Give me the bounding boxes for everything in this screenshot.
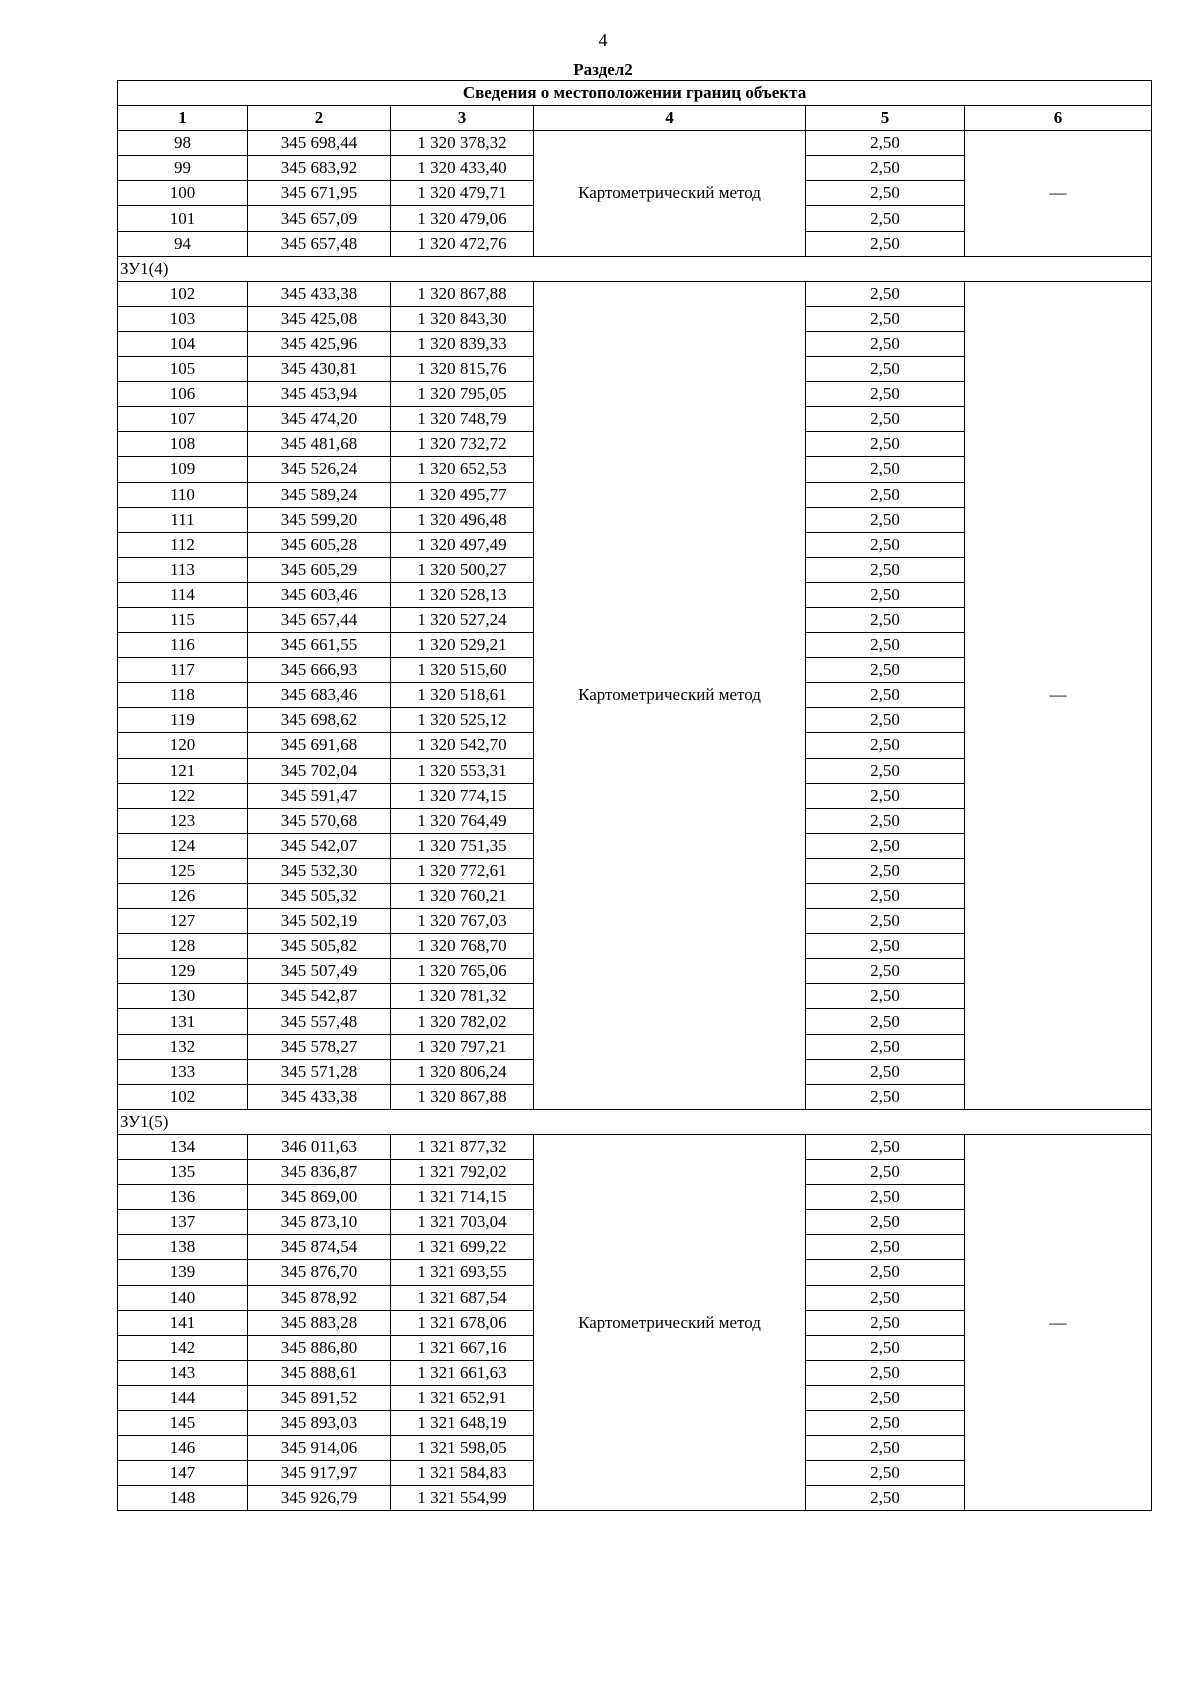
y-coordinate-cell: 1 320 867,88 [391, 1084, 534, 1109]
y-coordinate-cell: 1 321 554,99 [391, 1486, 534, 1511]
table-row [118, 131, 1152, 156]
y-coordinate-cell: 1 320 751,35 [391, 833, 534, 858]
y-coordinate-cell: 1 320 433,40 [391, 156, 534, 181]
description-cell: — [965, 281, 1152, 1109]
method-cell: Картометрический метод [534, 1134, 806, 1510]
y-coordinate-cell: 1 320 781,32 [391, 984, 534, 1009]
y-coordinate-cell: 1 321 678,06 [391, 1310, 534, 1335]
x-coordinate-cell: 345 542,87 [248, 984, 391, 1009]
point-number-cell: 145 [118, 1410, 248, 1435]
point-number-cell: 140 [118, 1285, 248, 1310]
column-header-2: 2 [248, 106, 391, 131]
y-coordinate-cell: 1 321 652,91 [391, 1385, 534, 1410]
accuracy-cell: 2,50 [806, 582, 965, 607]
accuracy-cell: 2,50 [806, 206, 965, 231]
x-coordinate-cell: 345 589,24 [248, 482, 391, 507]
point-number-cell: 110 [118, 482, 248, 507]
y-coordinate-cell: 1 320 529,21 [391, 633, 534, 658]
point-number-cell: 102 [118, 281, 248, 306]
y-coordinate-cell: 1 320 528,13 [391, 582, 534, 607]
accuracy-cell: 2,50 [806, 1134, 965, 1159]
y-coordinate-cell: 1 321 584,83 [391, 1461, 534, 1486]
x-coordinate-cell: 345 666,93 [248, 658, 391, 683]
y-coordinate-cell: 1 320 378,32 [391, 131, 534, 156]
y-coordinate-cell: 1 320 748,79 [391, 407, 534, 432]
group-label-row [118, 256, 1152, 281]
x-coordinate-cell: 345 578,27 [248, 1034, 391, 1059]
point-number-cell: 106 [118, 382, 248, 407]
y-coordinate-cell: 1 320 732,72 [391, 432, 534, 457]
accuracy-cell: 2,50 [806, 1160, 965, 1185]
x-coordinate-cell: 345 505,82 [248, 934, 391, 959]
table-header-row [118, 106, 1152, 131]
accuracy-cell: 2,50 [806, 858, 965, 883]
y-coordinate-cell: 1 320 652,53 [391, 457, 534, 482]
x-coordinate-cell: 345 430,81 [248, 357, 391, 382]
y-coordinate-cell: 1 320 767,03 [391, 909, 534, 934]
y-coordinate-cell: 1 321 648,19 [391, 1410, 534, 1435]
accuracy-cell: 2,50 [806, 1461, 965, 1486]
accuracy-cell: 2,50 [806, 532, 965, 557]
column-header-6: 6 [965, 106, 1152, 131]
accuracy-cell: 2,50 [806, 984, 965, 1009]
point-number-cell: 116 [118, 633, 248, 658]
accuracy-cell: 2,50 [806, 1410, 965, 1435]
point-number-cell: 130 [118, 984, 248, 1009]
y-coordinate-cell: 1 321 598,05 [391, 1436, 534, 1461]
accuracy-cell: 2,50 [806, 181, 965, 206]
table-caption-row [118, 81, 1152, 106]
boundary-coordinates-table [117, 80, 1152, 1511]
point-number-cell: 132 [118, 1034, 248, 1059]
y-coordinate-cell: 1 321 699,22 [391, 1235, 534, 1260]
accuracy-cell: 2,50 [806, 708, 965, 733]
point-number-cell: 101 [118, 206, 248, 231]
y-coordinate-cell: 1 320 479,06 [391, 206, 534, 231]
point-number-cell: 118 [118, 683, 248, 708]
accuracy-cell: 2,50 [806, 1385, 965, 1410]
x-coordinate-cell: 345 876,70 [248, 1260, 391, 1285]
point-number-cell: 134 [118, 1134, 248, 1159]
point-number-cell: 104 [118, 331, 248, 356]
x-coordinate-cell: 345 425,96 [248, 331, 391, 356]
accuracy-cell: 2,50 [806, 507, 965, 532]
x-coordinate-cell: 345 591,47 [248, 783, 391, 808]
point-number-cell: 103 [118, 306, 248, 331]
point-number-cell: 109 [118, 457, 248, 482]
y-coordinate-cell: 1 320 764,49 [391, 808, 534, 833]
accuracy-cell: 2,50 [806, 306, 965, 331]
accuracy-cell: 2,50 [806, 683, 965, 708]
y-coordinate-cell: 1 321 687,54 [391, 1285, 534, 1310]
x-coordinate-cell: 346 011,63 [248, 1134, 391, 1159]
x-coordinate-cell: 345 526,24 [248, 457, 391, 482]
accuracy-cell: 2,50 [806, 357, 965, 382]
point-number-cell: 98 [118, 131, 248, 156]
point-number-cell: 113 [118, 557, 248, 582]
y-coordinate-cell: 1 321 661,63 [391, 1360, 534, 1385]
x-coordinate-cell: 345 836,87 [248, 1160, 391, 1185]
y-coordinate-cell: 1 320 795,05 [391, 382, 534, 407]
point-number-cell: 119 [118, 708, 248, 733]
y-coordinate-cell: 1 320 867,88 [391, 281, 534, 306]
x-coordinate-cell: 345 605,28 [248, 532, 391, 557]
point-number-cell: 111 [118, 507, 248, 532]
accuracy-cell: 2,50 [806, 382, 965, 407]
x-coordinate-cell: 345 433,38 [248, 1084, 391, 1109]
point-number-cell: 131 [118, 1009, 248, 1034]
y-coordinate-cell: 1 321 667,16 [391, 1335, 534, 1360]
point-number-cell: 142 [118, 1335, 248, 1360]
group-label: ЗУ1(4) [118, 256, 1152, 281]
x-coordinate-cell: 345 453,94 [248, 382, 391, 407]
point-number-cell: 120 [118, 733, 248, 758]
accuracy-cell: 2,50 [806, 808, 965, 833]
x-coordinate-cell: 345 425,08 [248, 306, 391, 331]
method-cell: Картометрический метод [534, 131, 806, 256]
point-number-cell: 137 [118, 1210, 248, 1235]
x-coordinate-cell: 345 532,30 [248, 858, 391, 883]
x-coordinate-cell: 345 691,68 [248, 733, 391, 758]
x-coordinate-cell: 345 605,29 [248, 557, 391, 582]
group-label-row [118, 1109, 1152, 1134]
y-coordinate-cell: 1 320 815,76 [391, 357, 534, 382]
accuracy-cell: 2,50 [806, 1436, 965, 1461]
point-number-cell: 102 [118, 1084, 248, 1109]
y-coordinate-cell: 1 320 839,33 [391, 331, 534, 356]
x-coordinate-cell: 345 698,62 [248, 708, 391, 733]
y-coordinate-cell: 1 320 772,61 [391, 858, 534, 883]
x-coordinate-cell: 345 661,55 [248, 633, 391, 658]
x-coordinate-cell: 345 507,49 [248, 959, 391, 984]
y-coordinate-cell: 1 321 877,32 [391, 1134, 534, 1159]
point-number-cell: 129 [118, 959, 248, 984]
point-number-cell: 117 [118, 658, 248, 683]
y-coordinate-cell: 1 320 843,30 [391, 306, 534, 331]
y-coordinate-cell: 1 320 515,60 [391, 658, 534, 683]
y-coordinate-cell: 1 320 760,21 [391, 884, 534, 909]
point-number-cell: 147 [118, 1461, 248, 1486]
x-coordinate-cell: 345 869,00 [248, 1185, 391, 1210]
point-number-cell: 115 [118, 607, 248, 632]
accuracy-cell: 2,50 [806, 407, 965, 432]
y-coordinate-cell: 1 321 792,02 [391, 1160, 534, 1185]
x-coordinate-cell: 345 505,32 [248, 884, 391, 909]
y-coordinate-cell: 1 321 703,04 [391, 1210, 534, 1235]
table-row [118, 281, 1152, 306]
point-number-cell: 108 [118, 432, 248, 457]
y-coordinate-cell: 1 320 497,49 [391, 532, 534, 557]
accuracy-cell: 2,50 [806, 231, 965, 256]
accuracy-cell: 2,50 [806, 1009, 965, 1034]
x-coordinate-cell: 345 683,46 [248, 683, 391, 708]
point-number-cell: 112 [118, 532, 248, 557]
x-coordinate-cell: 345 671,95 [248, 181, 391, 206]
accuracy-cell: 2,50 [806, 1034, 965, 1059]
accuracy-cell: 2,50 [806, 432, 965, 457]
y-coordinate-cell: 1 320 527,24 [391, 607, 534, 632]
x-coordinate-cell: 345 502,19 [248, 909, 391, 934]
x-coordinate-cell: 345 657,09 [248, 206, 391, 231]
point-number-cell: 146 [118, 1436, 248, 1461]
accuracy-cell: 2,50 [806, 457, 965, 482]
y-coordinate-cell: 1 320 782,02 [391, 1009, 534, 1034]
y-coordinate-cell: 1 320 806,24 [391, 1059, 534, 1084]
point-number-cell: 133 [118, 1059, 248, 1084]
description-cell: — [965, 131, 1152, 256]
x-coordinate-cell: 345 683,92 [248, 156, 391, 181]
point-number-cell: 125 [118, 858, 248, 883]
accuracy-cell: 2,50 [806, 1260, 965, 1285]
x-coordinate-cell: 345 599,20 [248, 507, 391, 532]
point-number-cell: 114 [118, 582, 248, 607]
accuracy-cell: 2,50 [806, 557, 965, 582]
accuracy-cell: 2,50 [806, 658, 965, 683]
y-coordinate-cell: 1 320 774,15 [391, 783, 534, 808]
accuracy-cell: 2,50 [806, 783, 965, 808]
accuracy-cell: 2,50 [806, 1285, 965, 1310]
point-number-cell: 94 [118, 231, 248, 256]
column-header-4: 4 [534, 106, 806, 131]
accuracy-cell: 2,50 [806, 1210, 965, 1235]
x-coordinate-cell: 345 570,68 [248, 808, 391, 833]
point-number-cell: 148 [118, 1486, 248, 1511]
point-number-cell: 122 [118, 783, 248, 808]
x-coordinate-cell: 345 698,44 [248, 131, 391, 156]
y-coordinate-cell: 1 320 472,76 [391, 231, 534, 256]
point-number-cell: 121 [118, 758, 248, 783]
x-coordinate-cell: 345 873,10 [248, 1210, 391, 1235]
x-coordinate-cell: 345 433,38 [248, 281, 391, 306]
x-coordinate-cell: 345 481,68 [248, 432, 391, 457]
y-coordinate-cell: 1 321 714,15 [391, 1185, 534, 1210]
x-coordinate-cell: 345 917,97 [248, 1461, 391, 1486]
y-coordinate-cell: 1 320 797,21 [391, 1034, 534, 1059]
x-coordinate-cell: 345 557,48 [248, 1009, 391, 1034]
point-number-cell: 99 [118, 156, 248, 181]
x-coordinate-cell: 345 603,46 [248, 582, 391, 607]
group-label: ЗУ1(5) [118, 1109, 1152, 1134]
table-row [118, 1134, 1152, 1159]
y-coordinate-cell: 1 320 525,12 [391, 708, 534, 733]
x-coordinate-cell: 345 874,54 [248, 1235, 391, 1260]
accuracy-cell: 2,50 [806, 607, 965, 632]
table-body [118, 131, 1152, 1511]
accuracy-cell: 2,50 [806, 1235, 965, 1260]
method-cell: Картометрический метод [534, 281, 806, 1109]
point-number-cell: 138 [118, 1235, 248, 1260]
column-header-1: 1 [118, 106, 248, 131]
x-coordinate-cell: 345 914,06 [248, 1436, 391, 1461]
accuracy-cell: 2,50 [806, 1360, 965, 1385]
accuracy-cell: 2,50 [806, 959, 965, 984]
table-caption: Сведения о местоположении границ объекта [118, 81, 1152, 106]
point-number-cell: 127 [118, 909, 248, 934]
y-coordinate-cell: 1 320 768,70 [391, 934, 534, 959]
x-coordinate-cell: 345 657,48 [248, 231, 391, 256]
point-number-cell: 135 [118, 1160, 248, 1185]
y-coordinate-cell: 1 320 495,77 [391, 482, 534, 507]
point-number-cell: 141 [118, 1310, 248, 1335]
accuracy-cell: 2,50 [806, 758, 965, 783]
y-coordinate-cell: 1 320 553,31 [391, 758, 534, 783]
x-coordinate-cell: 345 878,92 [248, 1285, 391, 1310]
page-number: 4 [598, 30, 608, 50]
point-number-cell: 105 [118, 357, 248, 382]
accuracy-cell: 2,50 [806, 1335, 965, 1360]
accuracy-cell: 2,50 [806, 131, 965, 156]
point-number-cell: 126 [118, 884, 248, 909]
accuracy-cell: 2,50 [806, 1059, 965, 1084]
accuracy-cell: 2,50 [806, 884, 965, 909]
accuracy-cell: 2,50 [806, 934, 965, 959]
x-coordinate-cell: 345 571,28 [248, 1059, 391, 1084]
point-number-cell: 100 [118, 181, 248, 206]
accuracy-cell: 2,50 [806, 156, 965, 181]
accuracy-cell: 2,50 [806, 633, 965, 658]
point-number-cell: 128 [118, 934, 248, 959]
x-coordinate-cell: 345 474,20 [248, 407, 391, 432]
x-coordinate-cell: 345 926,79 [248, 1486, 391, 1511]
y-coordinate-cell: 1 320 479,71 [391, 181, 534, 206]
x-coordinate-cell: 345 888,61 [248, 1360, 391, 1385]
y-coordinate-cell: 1 320 518,61 [391, 683, 534, 708]
x-coordinate-cell: 345 883,28 [248, 1310, 391, 1335]
x-coordinate-cell: 345 657,44 [248, 607, 391, 632]
y-coordinate-cell: 1 321 693,55 [391, 1260, 534, 1285]
column-header-5: 5 [806, 106, 965, 131]
accuracy-cell: 2,50 [806, 1486, 965, 1511]
x-coordinate-cell: 345 542,07 [248, 833, 391, 858]
point-number-cell: 123 [118, 808, 248, 833]
point-number-cell: 143 [118, 1360, 248, 1385]
point-number-cell: 139 [118, 1260, 248, 1285]
accuracy-cell: 2,50 [806, 1310, 965, 1335]
accuracy-cell: 2,50 [806, 909, 965, 934]
point-number-cell: 144 [118, 1385, 248, 1410]
point-number-cell: 136 [118, 1185, 248, 1210]
point-number-cell: 124 [118, 833, 248, 858]
accuracy-cell: 2,50 [806, 833, 965, 858]
accuracy-cell: 2,50 [806, 281, 965, 306]
y-coordinate-cell: 1 320 765,06 [391, 959, 534, 984]
x-coordinate-cell: 345 702,04 [248, 758, 391, 783]
column-header-3: 3 [391, 106, 534, 131]
accuracy-cell: 2,50 [806, 482, 965, 507]
point-number-cell: 107 [118, 407, 248, 432]
accuracy-cell: 2,50 [806, 1185, 965, 1210]
x-coordinate-cell: 345 886,80 [248, 1335, 391, 1360]
section-title: Раздел2 [573, 60, 633, 79]
y-coordinate-cell: 1 320 496,48 [391, 507, 534, 532]
y-coordinate-cell: 1 320 542,70 [391, 733, 534, 758]
x-coordinate-cell: 345 893,03 [248, 1410, 391, 1435]
accuracy-cell: 2,50 [806, 331, 965, 356]
y-coordinate-cell: 1 320 500,27 [391, 557, 534, 582]
accuracy-cell: 2,50 [806, 1084, 965, 1109]
x-coordinate-cell: 345 891,52 [248, 1385, 391, 1410]
description-cell: — [965, 1134, 1152, 1510]
accuracy-cell: 2,50 [806, 733, 965, 758]
